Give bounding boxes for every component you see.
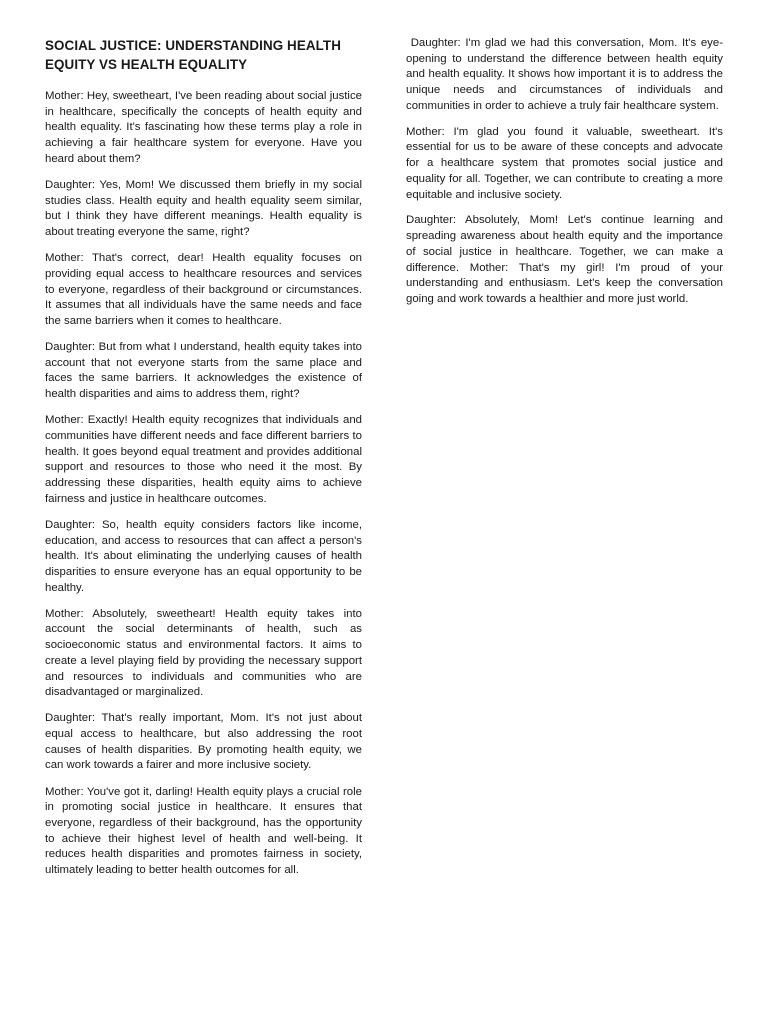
paragraph: Daughter: Yes, Mom! We discussed them briefly in my social studies class. Health equity and health equality seem similar, but I think they have different meanings. Health equality is about treating everyone the same, right? — [45, 178, 362, 239]
paragraph: Mother: I'm glad you found it valuable, sweetheart. It's essential for us to be aware of these concepts and advocate for a healthcare system that promotes social justice and equality for all. Together, we can contribute to creating a more equitable and inclusive society. — [406, 125, 723, 201]
paragraph: Mother: Hey, sweetheart, I've been reading about social justice in healthcare, specifically the concepts of health equity and health equality. It's fascinating how these terms play a role in achieving a fair healthcare system for everyone. Have you heard about them? — [45, 90, 362, 165]
paragraph: Mother: Absolutely, sweetheart! Health equity takes into account the social determinants of health, such as socioeconomic status and environmental factors. It aims to create a level playing field by providing the necessary support and resources to individuals and communities who are disadvantaged or marginalized. — [45, 607, 362, 699]
paragraph: Mother: That's correct, dear! Health equality focuses on providing equal access to healthcare resources and services to everyone, regardless of their background or circumstances. It assumes that all individuals have the same needs and face the same barriers when it comes to healthcare. — [45, 252, 362, 327]
paragraph: Mother: You've got it, darling! Health equity plays a crucial role in promoting social justice in healthcare. It ensures that everyone, regardless of their background, has the opportunity to achieve their highest level of health and well-being. It reduces health disparities and promotes fairness in society, ultimately leading to better health outcomes for all. — [45, 785, 362, 877]
paragraph: Daughter: Absolutely, Mom! Let's continue learning and spreading awareness about health equity and the importance of social justice in healthcare. Together, we can make a difference. Mother: That's my girl! I'm proud of your understanding and enthusiasm. Let's keep the conversation going and work towards a healthier and more just world. — [406, 214, 723, 305]
paragraph: Daughter: I'm glad we had this conversation, Mom. It's eye-opening to understand the difference between health equity and health equality. It shows how important it is to address the unique needs and circumstances of individuals and communities in order to achieve a truly fair healthcare system. — [406, 37, 727, 112]
left-column — [45, 36, 362, 889]
paragraph: Daughter: That's really important, Mom. It's not just about equal access to healthcare, but also addressing the root causes of health disparities. By promoting health equity, we can work towards a fairer and more inclusive society. — [45, 712, 362, 772]
paragraph: Daughter: So, health equity considers factors like income, education, and access to resources that can affect a person's health. It's about eliminating the underlying causes of health disparities to ensure everyone has an equal opportunity to be healthy. — [45, 518, 362, 594]
paragraph: Mother: Exactly! Health equity recognizes that individuals and communities have different needs and face different barriers to health. It goes beyond equal treatment and provides additional support and resources to those who need it the most. By addressing these disparities, health equity aims to achieve fairness and justice in healthcare outcomes. — [45, 414, 362, 505]
document-title: SOCIAL JUSTICE: UNDERSTANDING HEALTH EQUITY VS HEALTH EQUALITY — [45, 38, 341, 72]
paragraph: Daughter: But from what I understand, health equity takes into account that not everyone starts from the same place and faces the same barriers. It acknowledges the existence of health disparities and aims to address them, right? — [45, 341, 362, 401]
right-column — [406, 36, 727, 318]
